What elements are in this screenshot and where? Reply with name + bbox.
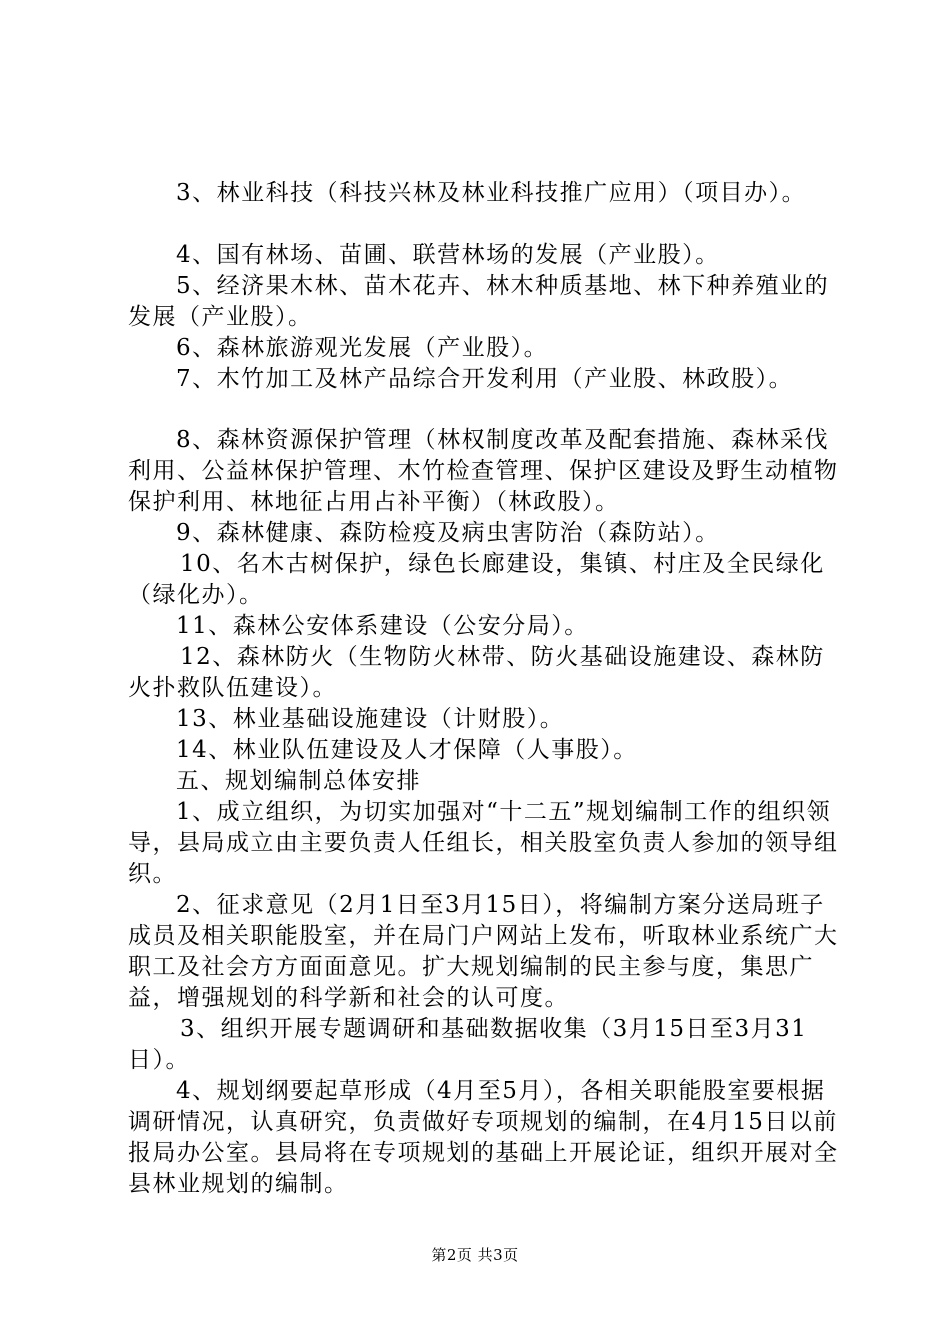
arrangement-2-solicit-opinions: 2、征求意见（2月1日至3月15日），将编制方案分送局班子成员及相关职能股室，并在局门户网站上发布，听取林业系统广大职工及社会方方面面意见。扩大规划编制的民主参与度，集思广益，增强规划的科学新和社会的认可度。: [128, 892, 839, 1011]
paragraph-9-forest-health: 9、森林健康、森防检疫及病虫害防治（森防站）。: [176, 520, 720, 546]
paragraph-4-state-forest-farms: 4、国有林场、苗圃、联营林场的发展（产业股）。: [176, 242, 720, 268]
paragraph-7-wood-processing: 7、木竹加工及林产品综合开发利用（产业股、林政股）。: [176, 366, 794, 392]
paragraph-10-ancient-trees: 10、名木古树保护，绿色长廊建设，集镇、村庄及全民绿化（绿化办）。: [128, 551, 825, 608]
page-footer: 第2页 共3页: [431, 1246, 519, 1264]
paragraph-8-resource-protection: 8、森林资源保护管理（林权制度改革及配套措施、森林采伐利用、公益林保护管理、木竹检查管理、保护区建设及野生动植物保护利用、林地征占用占补平衡）（林政股）。: [128, 427, 839, 515]
paragraph-5-economic-forest: 5、经济果木林、苗木花卉、林木种质基地、林下种养殖业的发展（产业股）。: [128, 273, 830, 330]
paragraph-13-infrastructure: 13、林业基础设施建设（计财股）。: [176, 706, 565, 732]
paragraph-14-workforce: 14、林业队伍建设及人才保障（人事股）。: [176, 737, 638, 763]
arrangement-1-organization: 1、成立组织，为切实加强对“十二五”规划编制工作的组织领导，县局成立由主要负责人任组长，相关股室负责人参加的领导组织。: [128, 799, 839, 887]
arrangement-4-drafting: 4、规划纲要起草形成（4月至5月），各相关职能股室要根据调研情况，认真研究，负责做好专项规划的编制，在4月15日以前报局办公室。县局将在专项规划的基础上开展论证，组织开展对全县林业规划的编制。: [128, 1078, 839, 1197]
paragraph-6-forest-tourism: 6、森林旅游观光发展（产业股）。: [176, 335, 549, 361]
arrangement-3-research: 3、组织开展专题调研和基础数据收集（3月15日至3月31日）。: [128, 1016, 808, 1073]
section-heading-five: 五、规划编制总体安排: [176, 768, 421, 794]
paragraph-3-science-tech: 3、林业科技（科技兴林及林业科技推广应用）（项目办）。: [176, 180, 807, 206]
paragraph-11-forest-police: 11、森林公安体系建设（公安分局）。: [176, 613, 589, 639]
paragraph-12-fire-prevention: 12、森林防火（生物防火林带、防火基础设施建设、森林防火扑救队伍建设）。: [128, 644, 825, 701]
